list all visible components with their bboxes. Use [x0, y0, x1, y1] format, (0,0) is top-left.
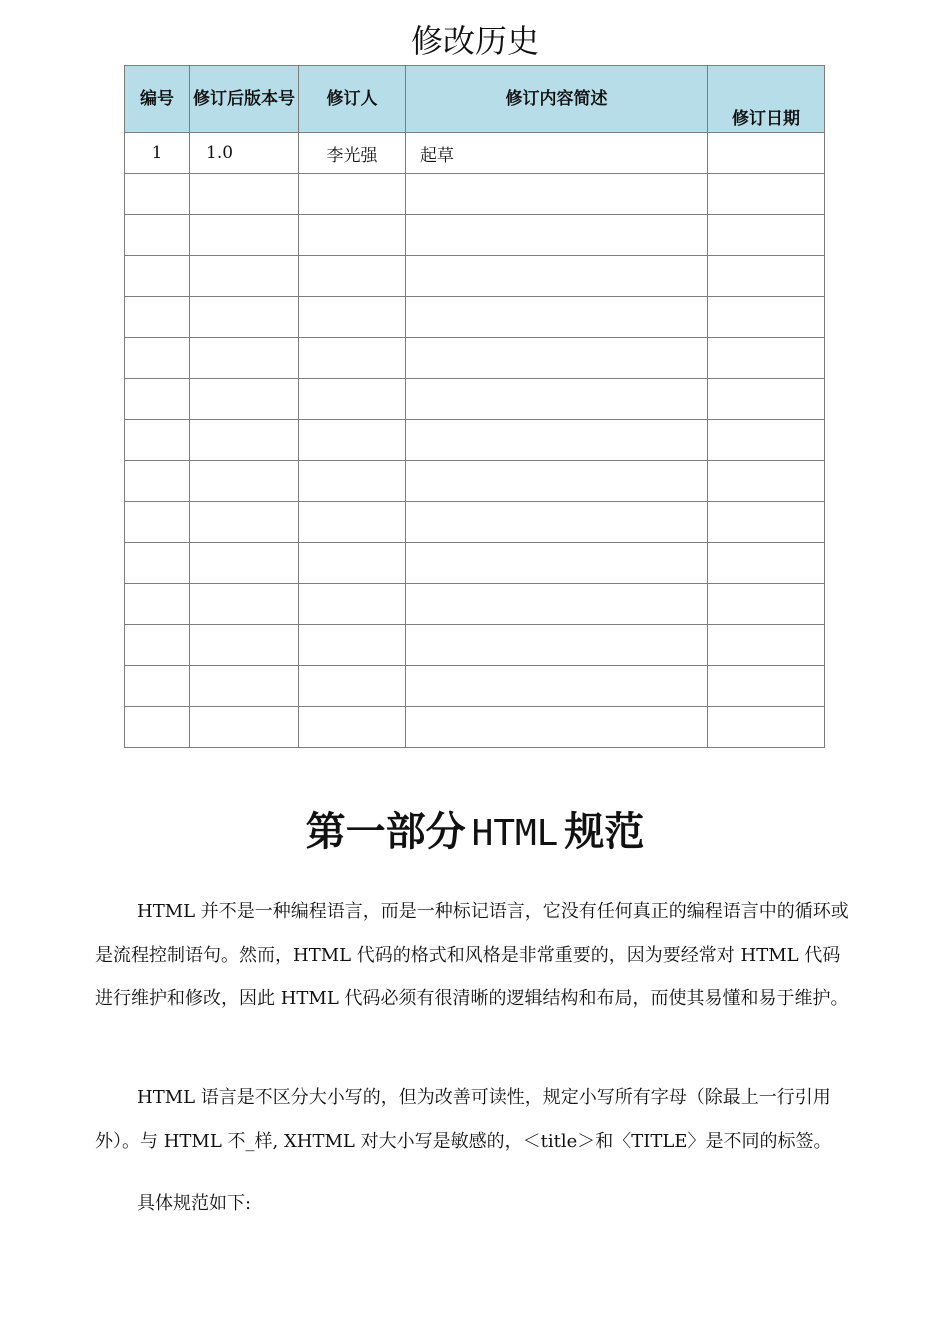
- column-header-date: 修订日期: [708, 66, 825, 133]
- table-row: [125, 174, 825, 215]
- table-row: [125, 379, 825, 420]
- table-row: [125, 461, 825, 502]
- cell-summary: [406, 420, 708, 461]
- cell-version: [190, 256, 299, 297]
- cell-version: [190, 502, 299, 543]
- cell-version: [190, 461, 299, 502]
- cell-date: [708, 133, 825, 174]
- revision-history-table: [124, 65, 825, 748]
- cell-date: [708, 461, 825, 502]
- cell-summary: [406, 338, 708, 379]
- cell-date: [708, 420, 825, 461]
- table-header-row: [125, 66, 825, 133]
- cell-summary: [406, 461, 708, 502]
- cell-summary: [406, 174, 708, 215]
- cell-version: [190, 625, 299, 666]
- cell-number: [125, 625, 190, 666]
- cell-version: [190, 666, 299, 707]
- cell-version: [190, 584, 299, 625]
- cell-date: [708, 584, 825, 625]
- cell-date: [708, 338, 825, 379]
- cell-reviser: [299, 543, 406, 584]
- cell-date: [708, 379, 825, 420]
- cell-number: [125, 215, 190, 256]
- cell-version: [190, 420, 299, 461]
- cell-number: [125, 584, 190, 625]
- cell-summary: [406, 379, 708, 420]
- cell-number: [125, 256, 190, 297]
- cell-version: [190, 174, 299, 215]
- table-row: [125, 420, 825, 461]
- section-title: [0, 804, 950, 862]
- cell-number: [125, 174, 190, 215]
- cell-date: [708, 625, 825, 666]
- cell-reviser: [299, 420, 406, 461]
- cell-summary: [406, 256, 708, 297]
- cell-date: [708, 256, 825, 297]
- table-row: [125, 707, 825, 748]
- cell-date: [708, 215, 825, 256]
- cell-reviser: [299, 379, 406, 420]
- table-row: [125, 215, 825, 256]
- cell-number: [125, 379, 190, 420]
- cell-summary: [406, 543, 708, 584]
- cell-reviser: [299, 625, 406, 666]
- cell-reviser: [299, 215, 406, 256]
- cell-reviser: 李光强: [299, 133, 406, 174]
- cell-version: [190, 379, 299, 420]
- cell-number: [125, 502, 190, 543]
- cell-number: [125, 297, 190, 338]
- table-row: [125, 297, 825, 338]
- column-header-summary: 修订内容简述: [406, 66, 708, 133]
- cell-summary: [406, 707, 708, 748]
- column-header-number: 编号: [125, 66, 190, 133]
- table-row: [125, 584, 825, 625]
- table-row: [125, 502, 825, 543]
- cell-summary: [406, 297, 708, 338]
- cell-number: [125, 543, 190, 584]
- cell-version: 1.0: [190, 133, 299, 174]
- cell-version: [190, 707, 299, 748]
- table-row: [125, 256, 825, 297]
- cell-summary: [406, 584, 708, 625]
- cell-version: [190, 338, 299, 379]
- cell-reviser: [299, 502, 406, 543]
- cell-version: [190, 297, 299, 338]
- case-sensitivity-paragraph: HTML 语言是不区分大小写的，但为改善可读性，规定小写所有字母（除最上一行引用外）。与 HTML 不_样, XHTML 对大小写是敏感的，＜title＞和〈TITLE〉是不同的标签。: [95, 1087, 832, 1152]
- cell-summary: 起草: [406, 133, 708, 174]
- cell-summary: [406, 666, 708, 707]
- section-title-suffix: 规范: [564, 809, 645, 855]
- cell-reviser: [299, 174, 406, 215]
- cell-number: [125, 666, 190, 707]
- cell-summary: [406, 625, 708, 666]
- column-header-version: 修订后版本号: [190, 66, 299, 133]
- cell-version: [190, 215, 299, 256]
- column-header-reviser: 修订人: [299, 66, 406, 133]
- rules-lead-paragraph: 具体规范如下:: [137, 1193, 252, 1214]
- cell-date: [708, 707, 825, 748]
- table-row: [125, 666, 825, 707]
- cell-summary: [406, 502, 708, 543]
- cell-reviser: [299, 461, 406, 502]
- cell-reviser: [299, 256, 406, 297]
- cell-number: [125, 420, 190, 461]
- cell-reviser: [299, 584, 406, 625]
- cell-date: [708, 502, 825, 543]
- intro-paragraph: HTML 并不是一种编程语言，而是一种标记语言，它没有任何真正的编程语言中的循环或是流程控制语句。然而，HTML 代码的格式和风格是非常重要的，因为要经常对 HTML 代码进行维护和修改，因此 HTML 代码必须有很清晰的逻辑结构和布局，而使其易懂和易于维护。: [95, 901, 849, 1009]
- section-title-latin: HTML: [471, 813, 559, 854]
- table-row: [125, 133, 825, 174]
- cell-date: [708, 174, 825, 215]
- cell-reviser: [299, 666, 406, 707]
- section-title-prefix: 第一部分: [305, 809, 466, 855]
- cell-number: [125, 338, 190, 379]
- cell-reviser: [299, 338, 406, 379]
- cell-date: [708, 297, 825, 338]
- cell-number: [125, 461, 190, 502]
- cell-summary: [406, 215, 708, 256]
- table-row: [125, 338, 825, 379]
- cell-reviser: [299, 297, 406, 338]
- cell-number: [125, 707, 190, 748]
- cell-number: 1: [125, 133, 190, 174]
- cell-date: [708, 666, 825, 707]
- cell-date: [708, 543, 825, 584]
- revision-history-title: 修改历史: [410, 22, 539, 60]
- cell-reviser: [299, 707, 406, 748]
- cell-version: [190, 543, 299, 584]
- table-row: [125, 625, 825, 666]
- table-row: [125, 543, 825, 584]
